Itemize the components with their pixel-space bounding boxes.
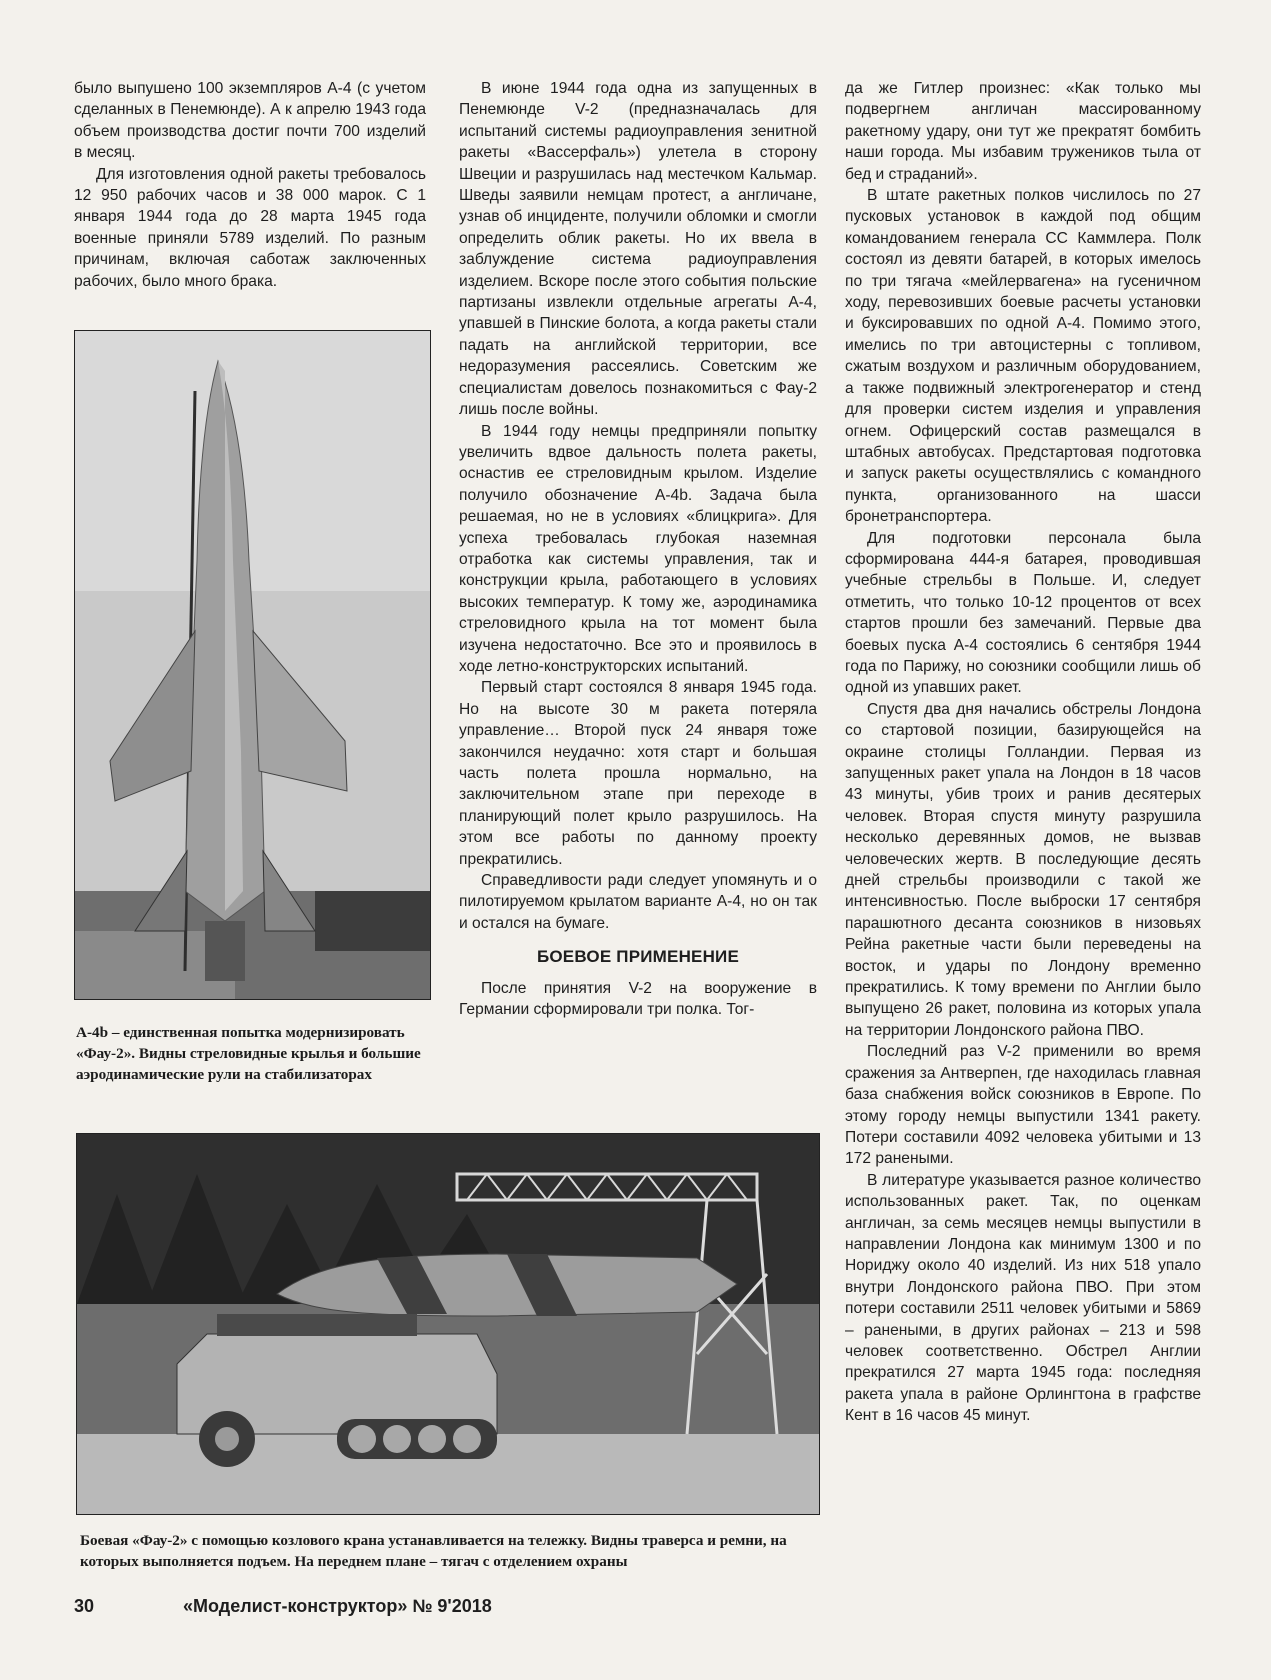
photo-crane-halftrack: [76, 1133, 820, 1515]
paragraph: В литературе указывается разное количество использованных ракет. Так, по оценкам англичан, за семь месяцев немцы выпустили в направлении Лондона как минимум 1300 и по Нориджу около 40 изделий. Из них 518 упало внутри Лондонского района ПВО. При этом потери составили 2511 человек убитыми и 5869 – ранеными, в других районах – 213 и 598 человек соответственно. Обстрел Англии прекратился 27 марта 1945 года: последняя ракета упала в районе Орлингтона в графстве Кент в 16 часов 45 минут.: [845, 1171, 1201, 1425]
paragraph: Последний раз V-2 применили во время сражения за Антверпен, где находилась главная база снабжения войск союзников в Европе. По этому городу немцы выпустили 1341 ракету. Потери составили 4092 человека убитыми и 13 172 ранеными.: [845, 1043, 1201, 1168]
paragraph: Для изготовления одной ракеты требовалось 12 950 рабочих часов и 38 000 марок. С 1 января 1944 года до 28 марта 1945 года военные приняли 5789 изделий. По разным причинам, включая саботаж заключенных рабочих, было много брака.: [74, 165, 426, 290]
paragraph: После принятия V-2 на вооружение в Германии сформировали три полка. Тог-: [459, 979, 817, 1019]
text-column-1: [74, 78, 426, 292]
text-column-3: [845, 78, 1201, 1427]
paragraph: Первый старт состоялся 8 января 1945 года. Но на высоте 30 м ракета потеряла управление… Второй пуск 24 января тоже закончился неудачно: хотя старт и большая часть полета прошла нормально, на заключительном этапе при переходе в планирующий полет крыло разрушилось. На этом все работы по данному проекту прекратились.: [459, 679, 817, 868]
paragraph: В штате ракетных полков числилось по 27 пусковых установок в каждой под общим командованием генерала СС Каммлера. Полк состоял из девяти батарей, в которых имелось по три тягача «мейлервагена» на гусеничном ходу, перевозивших боевые расчеты установки и буксировавших по одной А-4. Помимо этого, имелись по три автоцистерны с топливом, сжатым воздухом и различным оборудованием, а также подвижный электрогенератор и стенд для проверки систем изделия и управления огнем. Офицерский состав размещался в штабных автобусах. Предстартовая подготовка и запуск ракеты осуществлялись с командного пункта, организованного на шасси бронетранспортера.: [845, 187, 1201, 526]
section-heading: БОЕВОЕ ПРИМЕНЕНИЕ: [536, 947, 740, 967]
magazine-title: «Моделист-конструктор» № 9'2018: [183, 1596, 492, 1616]
text-column-2: [459, 78, 817, 1020]
paragraph: В июне 1944 года одна из запущенных в Пенемюнде V-2 (предназначалась для испытаний системы радиоуправления зенитной ракеты «Вассерфаль») улетела в сторону Швеции и разрушилась над местечком Кальмар. Шведы заявили немцам протест, а англичане, узнав об инциденте, получили обломки и смогли определить облик ракеты. Но их ввела в заблуждение система радиоуправления изделием. Вскоре после этого события польские партизаны извлекли отдельные агрегаты А-4, упавшей в Пинские болота, а когда ракеты стали падать на английской территории, все недоразумения рассеялись. Советским же специалистам довелось познакомиться с Фау-2 лишь после войны.: [459, 80, 817, 419]
photo-a4b-rocket: [74, 330, 431, 1000]
page-number: 30: [74, 1596, 95, 1616]
rocket-illustration: [75, 331, 430, 999]
photo-caption-2: Боевая «Фау-2» с помощью козлового крана устанавливается на тележку. Видны траверса и ремни, на которых выполняется подъем. На переднем плане – тягач с отделением охраны: [80, 1532, 787, 1570]
paragraph: Спустя два дня начались обстрелы Лондона со стартовой позиции, базирующейся на окраине столицы Голландии. Первая из запущенных ракет упала на Лондон в 18 часов 43 минуты, убив троих и ранив десятерых человек. Вторая спустя минуту разрушила несколько деревянных домов, не вызвав человеческих жертв. В последующие десять дней стрельбы производили с такой же интенсивностью. После выброски 17 сентября парашютного десанта союзников в низовьях Рейна ракетные части были переведены на восток, и удары по Лондону временно прекратились. К тому времени по Англии было выпущено 26 ракет, половина из которых упала на территории Лондонского района ПВО.: [845, 700, 1201, 1039]
paragraph: да же Гитлер произнес: «Как только мы подвергнем англичан массированному ракетному удару, они тут же прекратят бомбить наши города. Мы избавим тружеников тыла от бед и страданий».: [845, 80, 1201, 183]
paragraph: было выпушено 100 экземпляров А-4 (с учетом сделанных в Пенемюнде). А к апрелю 1943 года объем производства достиг почти 700 изделий в месяц.: [74, 80, 426, 162]
paragraph: В 1944 году немцы предприняли попытку увеличить вдвое дальность полета ракеты, оснастив ее стреловидным крылом. Изделие получило обозначение А-4b. Задача была решаемая, но не в условиях «блицкрига». Для успеха требовалась глубокая наземная отработка как системы управления, так и конструкции крыла, работающего в условиях высоких температур. К тому же, аэродинамика стреловидного крыла на тот момент была изучена недостаточно. Все это и проявилось в ходе летно-конструкторских испытаний.: [459, 422, 817, 675]
paragraph: Для подготовки персонала была сформирована 444-я батарея, проводившая учебные стрельбы в Польше. И, следует отметить, что только 10-12 процентов от всех стартов прошли без замечаний. Первые два боевых пуска А-4 состоялись 6 сентября 1944 года по Парижу, но союзники сообщили лишь об одной из упавших ракет.: [845, 529, 1201, 697]
paragraph: Справедливости ради следует упомянуть и о пилотируемом крылатом варианте А-4, но он так и остался на бумаге.: [459, 872, 817, 932]
photo-caption-1: А-4b – единственная попытка модернизировать «Фау-2». Видны стреловидные крылья и большие аэродинамические рули на стабилизаторах: [76, 1024, 421, 1083]
crane-illustration: [77, 1134, 819, 1514]
